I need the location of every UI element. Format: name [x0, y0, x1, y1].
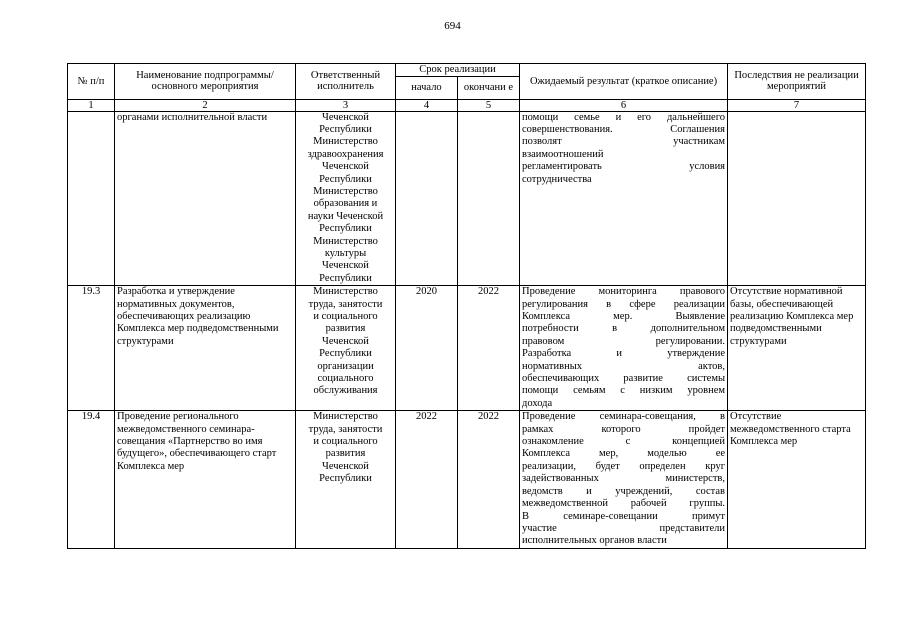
header-row [68, 64, 866, 77]
header-executor: Ответственный исполнитель [296, 64, 396, 100]
column-number-row [68, 99, 866, 111]
row-executor [296, 286, 396, 411]
row-result [520, 286, 728, 411]
cell-line: и социального [313, 311, 378, 322]
table-row [68, 286, 866, 411]
cell-line: задействованных министерств, [522, 473, 726, 485]
row-result [520, 411, 728, 548]
column-number: 1 [68, 99, 115, 111]
cell-line: позволят участникам [522, 136, 726, 148]
column-number: 4 [396, 99, 458, 111]
column-number: 5 [458, 99, 520, 111]
cell-line: и социального [313, 436, 378, 448]
row-end: 2022 [458, 411, 520, 548]
cell-line: Проведение семинара-совещания, в [522, 411, 726, 423]
cell-line: ознакомление с концепцией [522, 436, 726, 448]
cell-line: совершенствования. Соглашения [522, 123, 726, 135]
cell-line: Республики [319, 123, 372, 135]
row-consequences [728, 111, 866, 286]
row-start: 2022 [396, 411, 458, 548]
row-executor [296, 111, 396, 286]
cell-line: Республики [319, 473, 372, 485]
column-number: 7 [728, 99, 866, 111]
cell-line: Комплекса мер, моделью ее [522, 448, 726, 460]
cell-line: исполнительных органов власти [522, 535, 667, 547]
header-start: начало [396, 76, 458, 99]
cell-line: Проведение мониторинга правового [522, 286, 726, 298]
cell-line: труда, занятости [308, 423, 383, 435]
row-name: органами исполнительной власти [115, 111, 296, 286]
row-name: Проведение регионального межведомственного семинара-совещания «Партнерство во имя будущего», обеспечивающего старт Комплекса мер [115, 411, 296, 548]
cell-line: Республики [319, 348, 372, 360]
cell-line: Чеченской [322, 111, 369, 123]
row-end [458, 111, 520, 286]
cell-line: регулирования в сфере реализации [522, 298, 726, 310]
cell-line: Комплекса мер. Выявление [522, 311, 726, 322]
cell-line: здравоохранения [307, 148, 384, 160]
table-row [68, 411, 866, 548]
cell-line: В семинаре-совещании примут [522, 510, 726, 522]
row-start: 2020 [396, 286, 458, 411]
header-num: № п/п [68, 64, 115, 100]
row-consequences: Отсутствие нормативной базы, обеспечивающей реализацию Комплекса мер подведомственными структурами [728, 286, 866, 411]
cell-line: Министерство [313, 286, 378, 298]
cell-line: обеспечивающих развитие системы [522, 373, 726, 385]
cell-line: Министерство [313, 185, 378, 197]
cell-line: Министерство [313, 411, 378, 423]
cell-line: развития [325, 448, 366, 460]
cell-line: культуры [324, 247, 367, 259]
cell-line: труда, занятости [308, 298, 383, 310]
row-num [68, 111, 115, 286]
cell-line: Министерство [313, 136, 378, 148]
cell-line: Чеченской [322, 460, 369, 472]
header-name: Наименование подпрограммы/ основного мероприятия [115, 64, 296, 100]
cell-line: Чеченской [322, 335, 369, 347]
cell-line: правовом регулировании. [522, 335, 726, 347]
row-executor [296, 411, 396, 548]
cell-line: Министерство [313, 235, 378, 247]
cell-line: регламентировать условия [522, 161, 726, 173]
column-number: 3 [296, 99, 396, 111]
cell-line: обслуживания [313, 385, 378, 397]
cell-line: развития [325, 323, 366, 335]
cell-line: помощи семье и его дальнейшего [522, 111, 726, 123]
cell-line: Республики [319, 173, 372, 185]
cell-line: социального [317, 373, 374, 385]
table-row [68, 111, 866, 286]
cell-line: межведомственной рабочей группы. [522, 498, 726, 510]
cell-line: Разработка и утверждение [522, 348, 726, 360]
header-period: Срок реализации [396, 64, 520, 77]
cell-line: рамках которого пройдет [522, 423, 726, 435]
cell-line: организации [317, 360, 374, 372]
row-num: 19.3 [68, 286, 115, 411]
row-num: 19.4 [68, 411, 115, 548]
page-number: 694 [444, 20, 461, 32]
cell-line: взаимоотношений [522, 148, 604, 160]
cell-line: ведомств и учреждений, состав [522, 485, 726, 497]
activities-table [67, 63, 866, 549]
column-number: 2 [115, 99, 296, 111]
row-end: 2022 [458, 286, 520, 411]
cell-line: науки Чеченской [307, 210, 384, 222]
cell-line: Республики [319, 272, 372, 284]
column-number: 6 [520, 99, 728, 111]
row-consequences: Отсутствие межведомственного старта Комплекса мер [728, 411, 866, 548]
header-end: окончани е [458, 76, 520, 99]
cell-line: нормативных актов, [522, 360, 726, 372]
cell-line: помощи семьям с низким уровнем [522, 385, 726, 397]
row-result [520, 111, 728, 286]
cell-line: Чеченской [322, 161, 369, 173]
cell-line: Республики [319, 223, 372, 235]
header-result: Ожидаемый результат (краткое описание) [520, 64, 728, 100]
cell-line: образования и [313, 198, 378, 210]
cell-line: реализации, будет определен круг [522, 460, 726, 472]
cell-line: сотрудничества [522, 173, 592, 185]
header-consequences: Последствия не реализации мероприятий [728, 64, 866, 100]
cell-line: Чеченской [322, 260, 369, 272]
row-start [396, 111, 458, 286]
cell-line: участие представители [522, 522, 726, 534]
cell-line: потребности в дополнительном [522, 323, 726, 335]
row-name: Разработка и утверждение нормативных документов, обеспечивающих реализацию Комплекса мер подведомственными структурами [115, 286, 296, 411]
cell-line: дохода [522, 397, 553, 409]
